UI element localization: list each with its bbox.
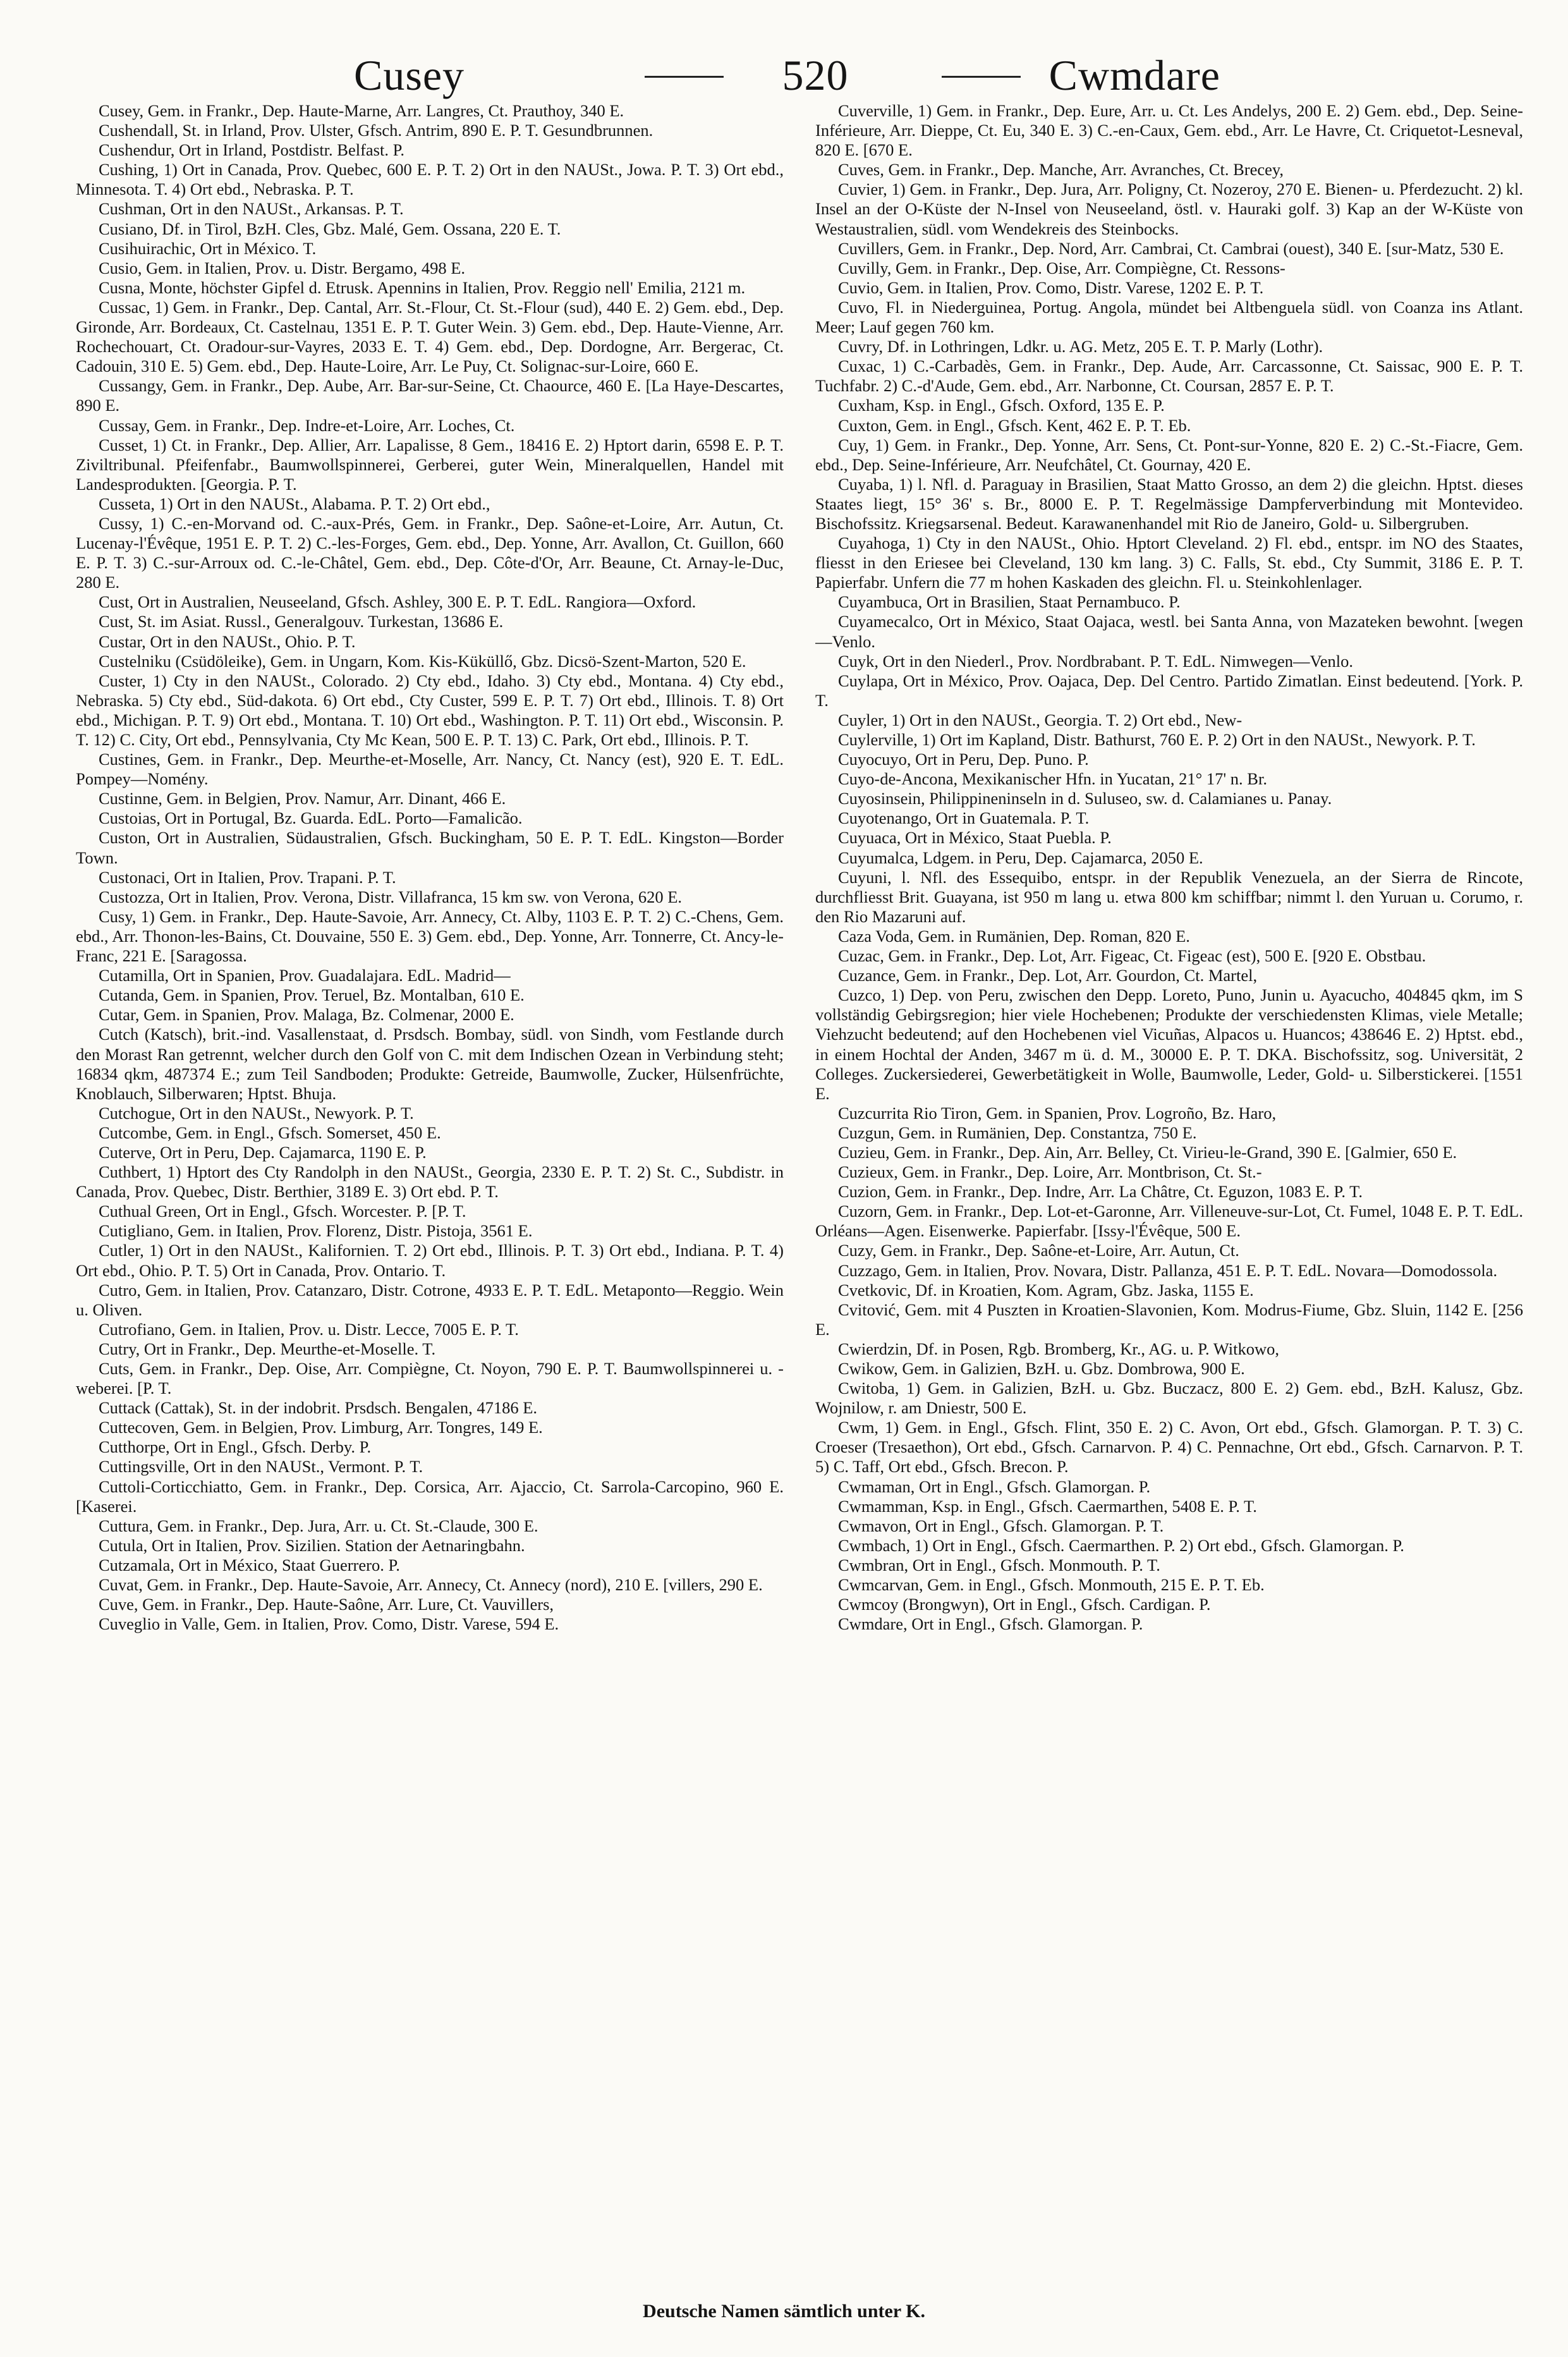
dictionary-entry: Cuzy, Gem. in Frankr., Dep. Saône-et-Loire, Arr. Autun, Ct. — [838, 1241, 1239, 1260]
dictionary-entry: Cuylapa, Ort in México, Prov. Oajaca, Dep. Del Centro. Partido Zimatlan. Einst bedeutend. [York. P. T. — [815, 671, 1523, 710]
dictionary-entry: Cutthorpe, Ort in Engl., Gfsch. Derby. P. — [99, 1437, 372, 1457]
dictionary-entry: Cwmbach, 1) Ort in Engl., Gfsch. Caermarthen. P. 2) Ort ebd., Gfsch. Glamorgan. P. — [838, 1535, 1404, 1555]
dictionary-entry: Cust, St. im Asiat. Russl., Generalgouv. Turkestan, 13686 E. — [99, 612, 504, 631]
dictionary-entry: Cushing, 1) Ort in Canada, Prov. Quebec, 600 E. P. T. 2) Ort in den NAUSt., Jowa. P. T. 3) Ort ebd., Minnesota. T. 4) Ort ebd., Nebraska. P. T. — [76, 160, 784, 199]
dictionary-entry: Cuve, Gem. in Frankr., Dep. Haute-Saône, Arr. Lure, Ct. Vauvillers, — [99, 1595, 554, 1614]
dictionary-entry: Cuzance, Gem. in Frankr., Dep. Lot, Arr. Gourdon, Ct. Martel, — [838, 966, 1258, 985]
dictionary-entry: Cuyocuyo, Ort in Peru, Dep. Puno. P. — [838, 750, 1089, 769]
dictionary-entry: Cuzieux, Gem. in Frankr., Dep. Loire, Arr. Montbrison, Ct. St.- — [838, 1162, 1262, 1182]
dictionary-entry: Cuttack (Cattak), St. in der indobrit. Prsdsch. Bengalen, 47186 E. — [99, 1398, 538, 1418]
dictionary-entry: Cwmcoy (Brongwyn), Ort in Engl., Gfsch. Cardigan. P. — [838, 1595, 1211, 1614]
dictionary-entry: Cusseta, 1) Ort in den NAUSt., Alabama. P. T. 2) Ort ebd., — [99, 494, 490, 513]
dictionary-entry: Cushendur, Ort in Irland, Postdistr. Belfast. P. — [99, 140, 405, 160]
dictionary-entry: Cuzgun, Gem. in Rumänien, Dep. Constantza, 750 E. — [838, 1123, 1197, 1142]
header-dash-right — [942, 76, 1021, 78]
dictionary-entry: Cuttura, Gem. in Frankr., Dep. Jura, Arr. u. Ct. St.-Claude, 300 E. — [99, 1516, 538, 1535]
dictionary-entry: Custozza, Ort in Italien, Prov. Verona, Distr. Villafranca, 15 km sw. von Verona, 620 E. — [99, 887, 683, 906]
dictionary-entry: Cutrofiano, Gem. in Italien, Prov. u. Distr. Lecce, 7005 E. P. T. — [99, 1319, 519, 1339]
dictionary-entry: Cuyk, Ort in den Niederl., Prov. Nordbrabant. P. T. EdL. Nimwegen—Venlo. — [838, 651, 1353, 671]
left-column — [76, 101, 784, 2282]
dictionary-entry: Cutchogue, Ort in den NAUSt., Newyork. P. T. — [99, 1103, 414, 1123]
text-columns — [76, 101, 1523, 2282]
dictionary-entry: Cutar, Gem. in Spanien, Prov. Malaga, Bz. Colmenar, 2000 E. — [99, 1005, 514, 1025]
dictionary-entry: Cutamilla, Ort in Spanien, Prov. Guadalajara. EdL. Madrid— — [99, 966, 511, 985]
dictionary-entry: Cusiano, Df. in Tirol, BzH. Cles, Gbz. Malé, Gem. Ossana, 220 E. T. — [99, 219, 561, 238]
dictionary-entry: Cutry, Ort in Frankr., Dep. Meurthe-et-Moselle. T. — [99, 1339, 436, 1358]
dictionary-entry: Cuzco, 1) Dep. von Peru, zwischen den Depp. Loreto, Puno, Junin u. Ayacucho, 404845 qkm, im S vollständig Gebirgsregion; hier viele Hochebenen; Produkte der verschiedensten Klimas, viele Metalle; Viehzucht bedeutend; auf den Hochebenen viel Vicuñas, Alpacos u. Huancos; 438646 E. 2) Hptst. ebd., in einem Hochtal der Anden, 3467 m ü. d. M., 30000 E. P. T. DKA. Bischofssitz, sog. Universität, 2 Colleges. Zuckersiederei, Gewerbetätigkeit in Wolle, Baumwolle, Leder, Gold- u. Silberstickerei. [1551 E. — [815, 985, 1523, 1103]
dictionary-entry: Custines, Gem. in Frankr., Dep. Meurthe-et-Moselle, Arr. Nancy, Ct. Nancy (est), 920 E. T. EdL. Pompey—Nomény. — [76, 750, 784, 789]
dictionary-entry: Cuvillers, Gem. in Frankr., Dep. Nord, Arr. Cambrai, Ct. Cambrai (ouest), 340 E. [sur-Matz, 530 E. — [838, 238, 1504, 258]
dictionary-entry: Cuyaba, 1) l. Nfl. d. Paraguay in Brasilien, Staat Matto Grosso, an dem 2) die gleichn. Hptst. dieses Staates liegt, 15° 36' s. Br., 8000 E. P. T. Regelmässige Dampferverbindung mit Montevideo. Bischofssitz. Kriegsarsenal. Bedeut. Karawanenhandel mit Rio de Janeiro, Gold- u. Silbergruben. — [815, 474, 1523, 533]
dictionary-entry: Cutanda, Gem. in Spanien, Prov. Teruel, Bz. Montalban, 610 E. — [99, 985, 525, 1005]
dictionary-entry: Cuttingsville, Ort in den NAUSt., Vermont. P. T. — [99, 1457, 423, 1477]
dictionary-entry: Cuvio, Gem. in Italien, Prov. Como, Distr. Varese, 1202 E. P. T. — [838, 277, 1264, 297]
footer-note: Deutsche Namen sämtlich unter K. — [643, 2301, 925, 2322]
dictionary-entry: Cutigliano, Gem. in Italien, Prov. Florenz, Distr. Pistoja, 3561 E. — [99, 1221, 533, 1241]
dictionary-entry: Cuxac, 1) C.-Carbadès, Gem. in Frankr., Dep. Aude, Arr. Carcassonne, Ct. Saissac, 900 E. P. T. Tuchfabr. 2) C.-d'Aude, Gem. ebd., Arr. Narbonne, Ct. Coursan, 2857 E. P. T. — [815, 356, 1523, 396]
dictionary-entry: Cuvat, Gem. in Frankr., Dep. Haute-Savoie, Arr. Annecy, Ct. Annecy (nord), 210 E. [villers, 290 E. — [99, 1575, 763, 1595]
dictionary-entry: Cuttecoven, Gem. in Belgien, Prov. Limburg, Arr. Tongres, 149 E. — [99, 1418, 543, 1437]
dictionary-entry: Cutch (Katsch), brit.-ind. Vasallenstaat, d. Prsdsch. Bombay, südl. von Sindh, vom Festlande durch den Morast Ran getrennt, welcher durch den Golf von C. mit dem Indischen Ozean in Verbindung steht; 16834 qkm, 487374 E.; zum Teil Sandboden; Produkte: Getreide, Baumwolle, Zucker, Hülsenfrüchte, Knoblauch, Silberwaren; Hptst. Bhuja. — [76, 1025, 784, 1103]
dictionary-entry: Cutula, Ort in Italien, Prov. Sizilien. Station der Aetnaringbahn. — [99, 1535, 525, 1555]
dictionary-entry: Cutler, 1) Ort in den NAUSt., Kalifornien. T. 2) Ort ebd., Illinois. P. T. 3) Ort ebd., Indiana. P. T. 4) Ort ebd., Ohio. P. T. 5) Ort in Canada, Prov. Ontario. T. — [76, 1241, 784, 1280]
dictionary-entry: Custer, 1) Cty in den NAUSt., Colorado. 2) Cty ebd., Idaho. 3) Cty ebd., Montana. 4) Cty ebd., Nebraska. 5) Cty ebd., Süd-dakota. 6) Ort ebd., Cty Custer, 599 E. P. T. 7) Ort ebd., Illinois. T. 8) Ort ebd., Michigan. P. T. 9) Ort ebd., Montana. T. 10) Ort ebd., Washington. P. T. 11) Ort ebd., Wisconsin. P. T. 12) C. City, Ort ebd., Pennsylvania, Cty Mc Kean, 500 E. P. T. 13) C. Park, Ort ebd., Illinois. P. T. — [76, 671, 784, 749]
dictionary-entry: Cuthbert, 1) Hptort des Cty Randolph in den NAUSt., Georgia, 2330 E. P. T. 2) St. C., Subdistr. in Canada, Prov. Quebec, Distr. Berthier, 3189 E. 3) Ort ebd. P. T. — [76, 1162, 784, 1202]
dictionary-entry: Cuyambuca, Ort in Brasilien, Staat Pernambuco. P. — [838, 592, 1181, 612]
dictionary-entry: Cwitoba, 1) Gem. in Galizien, BzH. u. Gbz. Buczacz, 800 E. 2) Gem. ebd., BzH. Kalusz, Gbz. Wojnilow, r. am Dniestr, 500 E. — [815, 1379, 1523, 1418]
dictionary-entry: Custon, Ort in Australien, Südaustralien, Gfsch. Buckingham, 50 E. P. T. EdL. Kingston—Border Town. — [76, 828, 784, 867]
dictionary-entry: Cwierdzin, Df. in Posen, Rgb. Bromberg, Kr., AG. u. P. Witkowo, — [838, 1339, 1279, 1358]
header-dash-left — [645, 76, 724, 78]
dictionary-entry: Custonaci, Ort in Italien, Prov. Trapani. P. T. — [99, 867, 396, 887]
dictionary-entry: Cuyuaca, Ort in México, Staat Puebla. P. — [838, 828, 1112, 848]
dictionary-entry: Cussay, Gem. in Frankr., Dep. Indre-et-Loire, Arr. Loches, Ct. — [99, 415, 515, 435]
dictionary-entry: Cutro, Gem. in Italien, Prov. Catanzaro, Distr. Cotrone, 4933 E. P. T. EdL. Metaponto—Reggio. Wein u. Oliven. — [76, 1280, 784, 1319]
page-number: 520 — [782, 51, 849, 99]
dictionary-entry: Cwmcarvan, Gem. in Engl., Gfsch. Monmouth, 215 E. P. T. Eb. — [838, 1575, 1265, 1595]
dictionary-entry: Cussy, 1) C.-en-Morvand od. C.-aux-Prés, Gem. in Frankr., Dep. Saône-et-Loire, Arr. Autun, Ct. Lucenay-l'Évêque, 1951 E. P. T. 2) C.-les-Forges, Gem. ebd., Dep. Yonne, Arr. Avallon, Ct. Guillon, 660 E. P. T. 3) C.-sur-Arroux od. C.-le-Châtel, Gem. ebd., Dep. Côte-d'Or, Arr. Beaune, Ct. Arnay-le-Duc, 280 E. — [76, 513, 784, 592]
dictionary-entry: Cuves, Gem. in Frankr., Dep. Manche, Arr. Avranches, Ct. Brecey, — [838, 160, 1284, 180]
dictionary-entry: Cusey, Gem. in Frankr., Dep. Haute-Marne, Arr. Langres, Ct. Prauthoy, 340 E. — [99, 101, 624, 120]
dictionary-entry: Cuzion, Gem. in Frankr., Dep. Indre, Arr. La Châtre, Ct. Eguzon, 1083 E. P. T. — [838, 1182, 1363, 1202]
dictionary-entry: Cwmaman, Ort in Engl., Gfsch. Glamorgan. P. — [838, 1477, 1151, 1496]
header-last-entry: Cwmdare — [1048, 51, 1220, 99]
dictionary-entry: Caza Voda, Gem. in Rumänien, Dep. Roman, 820 E. — [838, 926, 1190, 946]
dictionary-entry: Cuyuni, l. Nfl. des Essequibo, entspr. in der Republik Venezuela, an der Sierra de Rincote, durchfliesst Brit. Guayana, ist 950 m lang u. etwa 800 km schiffbar; nimmt l. den Yuruan u. Corumo, r. den Rio Mazaruni auf. — [815, 867, 1523, 926]
dictionary-entry: Cuzcurrita Rio Tiron, Gem. in Spanien, Prov. Logroño, Bz. Haro, — [838, 1103, 1277, 1123]
dictionary-entry: Cuttoli-Corticchiatto, Gem. in Frankr., Dep. Corsica, Arr. Ajaccio, Ct. Sarrola-Carcopino, 960 E. [Kaserei. — [76, 1477, 784, 1516]
dictionary-entry: Cuxham, Ksp. in Engl., Gfsch. Oxford, 135 E. P. — [838, 396, 1165, 415]
dictionary-entry: Cuverville, 1) Gem. in Frankr., Dep. Eure, Arr. u. Ct. Les Andelys, 200 E. 2) Gem. ebd., Dep. Seine-Inférieure, Arr. Dieppe, Ct. Eu, 340 E. 3) C.-en-Caux, Gem. ebd., Arr. Le Havre, Ct. Criquetot-Lesneval, 820 E. [670 E. — [815, 101, 1523, 160]
dictionary-entry: Custoias, Ort in Portugal, Bz. Guarda. EdL. Porto—Famalicão. — [99, 808, 523, 828]
dictionary-entry: Cwmbran, Ort in Engl., Gfsch. Monmouth. P. T. — [838, 1555, 1160, 1574]
dictionary-entry: Cussangy, Gem. in Frankr., Dep. Aube, Arr. Bar-sur-Seine, Ct. Chaource, 460 E. [La Haye-Descartes, 890 E. — [76, 376, 784, 415]
dictionary-entry: Cussac, 1) Gem. in Frankr., Dep. Cantal, Arr. St.-Flour, Ct. St.-Flour (sud), 440 E. 2) Gem. ebd., Dep. Gironde, Arr. Bordeaux, Ct. Castelnau, 1351 E. P. T. Guter Wein. 3) Gem. ebd., Dep. Haute-Vienne, Arr. Rochechouart, Ct. Oradour-sur-Vayres, 2033 E. T. 4) Gem. ebd., Dep. Dordogne, Arr. Bergerac, Ct. Cadouin, 310 E. 5) Gem. ebd., Dep. Haute-Loire, Arr. Le Puy, Ct. Solignac-sur-Loire, 660 E. — [76, 297, 784, 376]
dictionary-entry: Cuvo, Fl. in Niederguinea, Portug. Angola, mündet bei Altbenguela südl. von Coanza ins Atlant. Meer; Lauf gegen 760 km. — [815, 297, 1523, 337]
dictionary-entry: Cuyo-de-Ancona, Mexikanischer Hfn. in Yucatan, 21° 17' n. Br. — [838, 769, 1267, 789]
dictionary-entry: Cuyler, 1) Ort in den NAUSt., Georgia. T. 2) Ort ebd., New- — [838, 710, 1243, 729]
dictionary-entry: Cuvry, Df. in Lothringen, Ldkr. u. AG. Metz, 205 E. T. P. Marly (Lothr). — [838, 337, 1323, 356]
dictionary-entry: Cuthual Green, Ort in Engl., Gfsch. Worcester. P. [P. T. — [99, 1202, 466, 1221]
dictionary-entry: Cuyumalca, Ldgem. in Peru, Dep. Cajamarca, 2050 E. — [838, 848, 1203, 867]
dictionary-entry: Cusy, 1) Gem. in Frankr., Dep. Haute-Savoie, Arr. Annecy, Ct. Alby, 1103 E. P. T. 2) C.-Chens, Gem. ebd., Arr. Thonon-les-Bains, Ct. Douvaine, 550 E. 3) Gem. ebd., Dep. Yonne, Arr. Tonnerre, Ct. Ancy-le-Franc, 221 E. [Saragossa. — [76, 906, 784, 966]
dictionary-entry: Cusio, Gem. in Italien, Prov. u. Distr. Bergamo, 498 E. — [99, 258, 466, 277]
page-header — [76, 38, 1517, 107]
dictionary-entry: Cust, Ort in Australien, Neuseeland, Gfsch. Ashley, 300 E. P. T. EdL. Rangiora—Oxford. — [99, 592, 696, 612]
dictionary-entry: Cuylerville, 1) Ort im Kapland, Distr. Bathurst, 760 E. P. 2) Ort in den NAUSt., Newyork. P. T. — [838, 730, 1476, 749]
dictionary-entry: Cvetkovic, Df. in Kroatien, Kom. Agram, Gbz. Jaska, 1155 E. — [838, 1280, 1254, 1300]
dictionary-entry: Cusihuirachic, Ort in México. T. — [99, 238, 317, 258]
dictionary-entry: Cuts, Gem. in Frankr., Dep. Oise, Arr. Compiègne, Ct. Noyon, 790 E. P. T. Baumwollspinnerei u. -weberei. [P. T. — [76, 1359, 784, 1398]
dictionary-entry: Cuyotenango, Ort in Guatemala. P. T. — [838, 808, 1090, 828]
dictionary-entry: Cutzamala, Ort in México, Staat Guerrero. P. — [99, 1555, 400, 1574]
dictionary-entry: Cuveglio in Valle, Gem. in Italien, Prov. Como, Distr. Varese, 594 E. — [99, 1614, 559, 1634]
dictionary-entry: Cushman, Ort in den NAUSt., Arkansas. P. T. — [99, 199, 404, 219]
dictionary-entry: Cwmdare, Ort in Engl., Gfsch. Glamorgan. P. — [838, 1614, 1143, 1634]
dictionary-entry: Custinne, Gem. in Belgien, Prov. Namur, Arr. Dinant, 466 E. — [99, 789, 506, 808]
dictionary-entry: Cuzorn, Gem. in Frankr., Dep. Lot-et-Garonne, Arr. Villeneuve-sur-Lot, Ct. Fumel, 1048 E. P. T. EdL. Orléans—Agen. Eisenwerke. Papierfabr. [Issy-l'Évêque, 500 E. — [815, 1202, 1523, 1241]
dictionary-entry: Custelniku (Csüdöleike), Gem. in Ungarn, Kom. Kis-Küküllő, Gbz. Dicsö-Szent-Marton, 520 E. — [99, 651, 746, 671]
dictionary-entry: Cwmamman, Ksp. in Engl., Gfsch. Caermarthen, 5408 E. P. T. — [838, 1496, 1257, 1516]
dictionary-entry: Cuyosinsein, Philippineninseln in d. Suluseo, sw. d. Calamianes u. Panay. — [838, 789, 1332, 808]
dictionary-entry: Cutcombe, Gem. in Engl., Gfsch. Somerset, 450 E. — [99, 1123, 441, 1142]
dictionary-entry: Cuyahoga, 1) Cty in den NAUSt., Ohio. Hptort Cleveland. 2) Fl. ebd., entspr. im NO des Staates, fliesst in den Eriesee bei Cleveland, 130 km lang. 3) C. Falls, St. ebd., Cty Summit, 3186 E. P. T. Papierfabr. Unfern die 77 m hohen Kaskaden des gleichn. Fl. u. Steinkohlenlager. — [815, 533, 1523, 592]
dictionary-entry: Cuzac, Gem. in Frankr., Dep. Lot, Arr. Figeac, Ct. Figeac (est), 500 E. [920 E. Obstbau. — [838, 946, 1426, 966]
dictionary-entry: Cusset, 1) Ct. in Frankr., Dep. Allier, Arr. Lapalisse, 8 Gem., 18416 E. 2) Hptort darin, 6598 E. P. T. Ziviltribunal. Pfeifenfabr., Baumwollspinnerei, Gerberei, guter Wein, Mineralquellen, Handel mit Landesprodukten. [Georgia. P. T. — [76, 435, 784, 494]
dictionary-entry: Cushendall, St. in Irland, Prov. Ulster, Gfsch. Antrim, 890 E. P. T. Gesundbrunnen. — [99, 121, 653, 140]
dictionary-entry: Cuy, 1) Gem. in Frankr., Dep. Yonne, Arr. Sens, Ct. Pont-sur-Yonne, 820 E. 2) C.-St.-Fiacre, Gem. ebd., Dep. Seine-Inférieure, Arr. Neufchâtel, Ct. Gournay, 420 E. — [815, 435, 1523, 474]
dictionary-entry: Cwmavon, Ort in Engl., Gfsch. Glamorgan. P. T. — [838, 1516, 1164, 1535]
dictionary-entry: Cwm, 1) Gem. in Engl., Gfsch. Flint, 350 E. 2) C. Avon, Ort ebd., Gfsch. Glamorgan. P. T. 3) C. Croeser (Tresaethon), Ort ebd., Gfsch. Carnarvon. P. 4) C. Pennachne, Ort ebd., Gfsch. Carnarvon. P. T. 5) C. Taff, Ort ebd., Gfsch. Brecon. P. — [815, 1418, 1523, 1477]
dictionary-entry: Cuvilly, Gem. in Frankr., Dep. Oise, Arr. Compiègne, Ct. Ressons- — [838, 258, 1285, 277]
dictionary-entry: Cvitović, Gem. mit 4 Puszten in Kroatien-Slavonien, Kom. Modrus-Fiume, Gbz. Sluin, 1142 E. [256 E. — [815, 1300, 1523, 1339]
dictionary-entry: Cuzzago, Gem. in Italien, Prov. Novara, Distr. Pallanza, 451 E. P. T. EdL. Novara—Domodossola. — [838, 1260, 1498, 1280]
header-first-entry: Cusey — [354, 51, 465, 99]
dictionary-entry: Cuyamecalco, Ort in México, Staat Oajaca, westl. bei Santa Anna, von Mazateken bewohnt. [wegen—Venlo. — [815, 612, 1523, 651]
dictionary-entry: Cuxton, Gem. in Engl., Gfsch. Kent, 462 E. P. T. Eb. — [838, 415, 1191, 435]
dictionary-entry: Cuvier, 1) Gem. in Frankr., Dep. Jura, Arr. Poligny, Ct. Nozeroy, 270 E. Bienen- u. Pferdezucht. 2) kl. Insel an der O-Küste der N-Insel von Neuseeland, östl. v. Hauraki golf. 3) Kap an der W-Küste von Westaustralien, südl. vom Wendekreis des Steinbocks. — [815, 180, 1523, 238]
right-column — [815, 101, 1523, 2282]
dictionary-entry: Cuzieu, Gem. in Frankr., Dep. Ain, Arr. Belley, Ct. Virieu-le-Grand, 390 E. [Galmier, 650 E. — [838, 1142, 1457, 1162]
dictionary-entry: Custar, Ort in den NAUSt., Ohio. P. T. — [99, 631, 356, 651]
dictionary-entry: Cwikow, Gem. in Galizien, BzH. u. Gbz. Dombrowa, 900 E. — [838, 1359, 1245, 1378]
dictionary-entry: Cuterve, Ort in Peru, Dep. Cajamarca, 1190 E. P. — [99, 1142, 427, 1162]
dictionary-entry: Cusna, Monte, höchster Gipfel d. Etrusk. Apennins in Italien, Prov. Reggio nell' Emilia, 2121 m. — [99, 277, 746, 297]
